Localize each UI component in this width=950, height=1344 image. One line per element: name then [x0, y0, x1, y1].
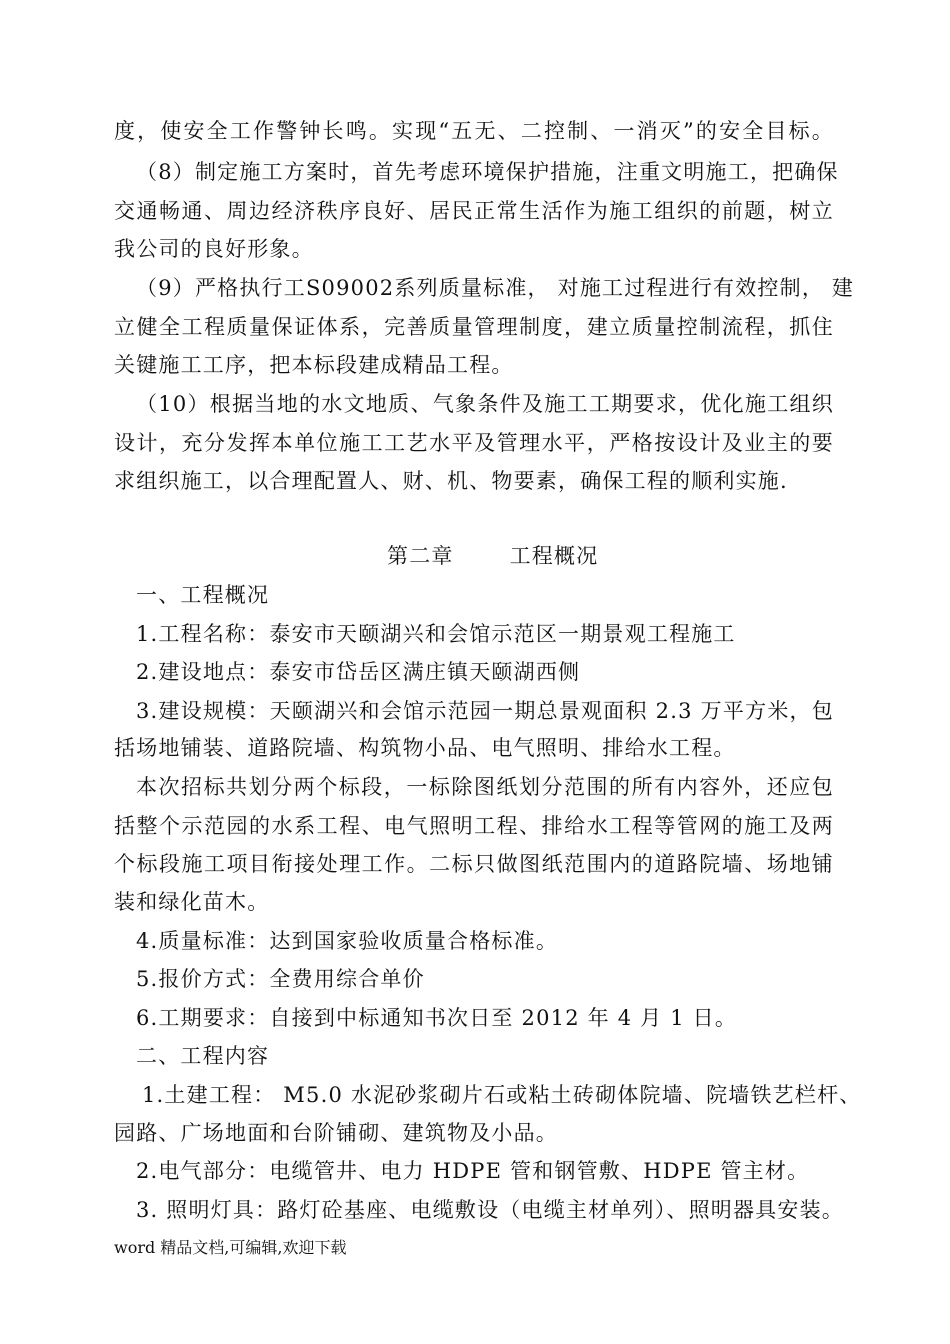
list-item-continuation: 园路、广场地面和台阶铺砌、建筑物及小品。 — [114, 1121, 558, 1145]
section-title: 一、工程概况 — [136, 583, 270, 607]
chapter-title: 工程概况 — [509, 544, 599, 568]
list-item-continuation: 括场地铺装、道路院墙、构筑物小品、电气照明、排给水工程。 — [114, 736, 736, 760]
paragraph-line: 装和绿化苗木。 — [114, 890, 270, 914]
list-item: 3.建设规模：天颐湖兴和会馆示范园一期总景观面积 2.3 万平方米，包 — [136, 699, 834, 723]
chapter-number: 第二章 — [387, 544, 454, 568]
paragraph-line: 求组织施工，以合理配置人、财、机、物要素，确保工程的顺利实施. — [114, 469, 788, 493]
paragraph-line: 设计，充分发挥本单位施工工艺水平及管理水平，严格按设计及业主的要 — [114, 431, 834, 455]
page-footer: word 精品文档,可编辑,欢迎下载 — [114, 1238, 347, 1257]
list-item: 2.电气部分：电缆管井、电力 HDPE 管和钢管敷、HDPE 管主材。 — [136, 1159, 810, 1183]
list-item: 1.工程名称：泰安市天颐湖兴和会馆示范区一期景观工程施工 — [136, 622, 736, 646]
paragraph-line: （9）严格执行工S09002系列质量标准， 对施工过程进行有效控制， 建 — [136, 276, 855, 300]
paragraph-line: 个标段施工项目衔接处理工作。二标只做图纸范围内的道路院墙、场地铺 — [114, 852, 834, 876]
chapter-heading — [387, 541, 598, 571]
list-item: 3. 照明灯具：路灯砼基座、电缆敷设（电缆主材单列）、照明器具安装。 — [136, 1198, 845, 1222]
section-title: 二、工程内容 — [136, 1044, 270, 1068]
list-item: 2.建设地点：泰安市岱岳区满庄镇天颐湖西侧 — [136, 660, 581, 684]
paragraph-line: 我公司的良好形象。 — [114, 237, 314, 261]
list-item: 4.质量标准：达到国家验收质量合格标准。 — [136, 929, 559, 953]
list-item: 6.工期要求：自接到中标通知书次日至 2012 年 4 月 1 日。 — [136, 1006, 738, 1030]
list-item: 1.土建工程： M5.0 水泥砂浆砌片石或粘土砖砌体院墙、院墙铁艺栏杆、 — [142, 1083, 862, 1107]
list-item: 5.报价方式：全费用综合单价 — [136, 967, 425, 991]
paragraph-line: 交通畅通、周边经济秩序良好、居民正常生活作为施工组织的前题，树立 — [114, 199, 834, 223]
paragraph-line: （10）根据当地的水文地质、气象条件及施工工期要求，优化施工组织 — [136, 392, 834, 416]
paragraph-line: 关键施工工序，把本标段建成精品工程。 — [114, 353, 514, 377]
paragraph-line: （8）制定施工方案时，首先考虑环境保护措施，注重文明施工，把确保 — [136, 160, 839, 184]
paragraph-line: 度，使安全工作警钟长鸣。实现“五无、二控制、一消灭”的安全目标。 — [114, 119, 834, 143]
paragraph-line: 立健全工程质量保证体系，完善质量管理制度，建立质量控制流程，抓住 — [114, 315, 834, 339]
paragraph-line: 本次招标共划分两个标段，一标除图纸划分范围的所有内容外，还应包 — [136, 775, 834, 799]
paragraph-line: 括整个示范园的水系工程、电气照明工程、排给水工程等管网的施工及两 — [114, 814, 834, 838]
